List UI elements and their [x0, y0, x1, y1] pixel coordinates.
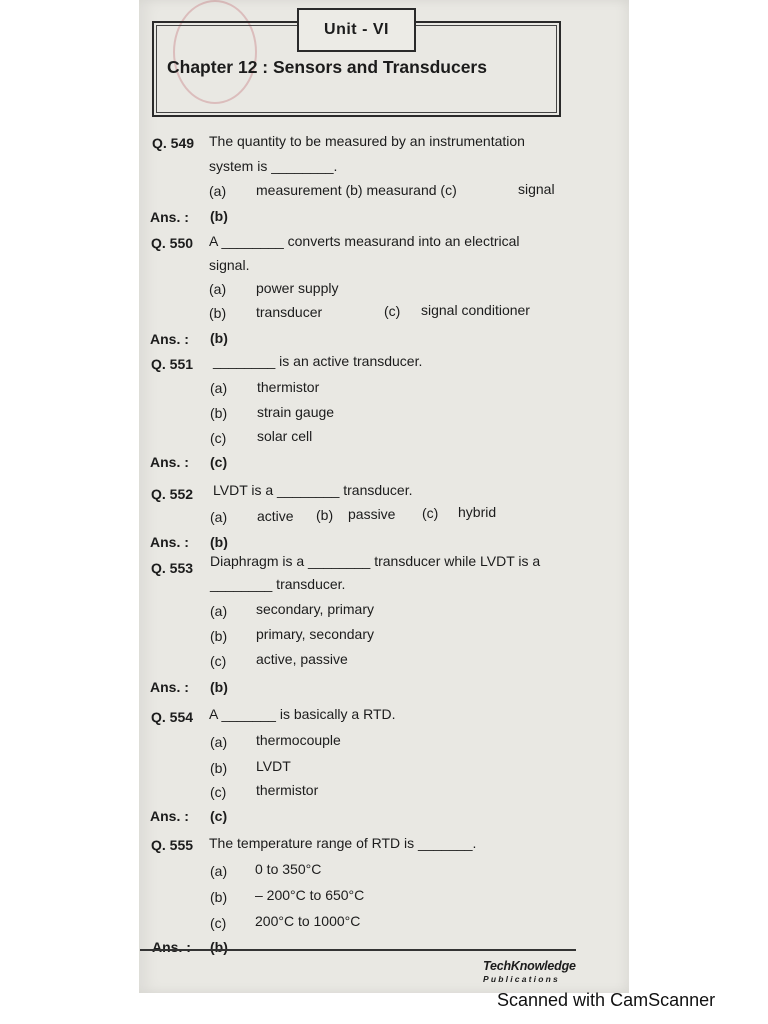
option-label: (a): [209, 183, 227, 199]
answer-value: (b): [210, 679, 228, 695]
question-number: Q. 551: [151, 356, 194, 372]
answer-value: (c): [210, 808, 228, 824]
unit-label: Unit - VI: [297, 8, 416, 52]
option-label: (b): [210, 628, 228, 644]
answer-value: (b): [210, 939, 228, 955]
answer-value: (b): [210, 330, 228, 346]
chapter-title: Chapter 12 : Sensors and Transducers: [167, 57, 487, 77]
question-text: Diaphragm is a ________ transducer while LVDT is a: [210, 553, 541, 569]
question-text: A ________ converts measurand into an electrical: [209, 233, 520, 249]
option-label: (c): [422, 505, 439, 521]
option-text: power supply: [256, 280, 339, 296]
option-label: (b): [210, 760, 228, 776]
footer-rule: [140, 949, 576, 951]
answer-label: Ans. :: [150, 679, 189, 695]
option-label: (a): [210, 863, 228, 879]
answer-label: Ans. :: [152, 939, 191, 955]
question-number: Q. 549: [152, 135, 195, 151]
option-label: (c): [384, 303, 401, 319]
question-text: The temperature range of RTD is _______.: [209, 835, 477, 851]
option-text: primary, secondary: [256, 626, 375, 642]
question-text: system is ________.: [209, 158, 338, 174]
option-text: – 200°C to 650°C: [255, 887, 365, 903]
answer-label: Ans. :: [150, 209, 189, 225]
option-text: strain gauge: [257, 404, 335, 420]
option-label: (c): [210, 915, 227, 931]
option-label: (a): [210, 603, 228, 619]
option-text: LVDT: [256, 758, 291, 774]
publisher-logo: TechKnowledge: [483, 959, 576, 973]
question-number: Q. 552: [151, 486, 194, 502]
question-text: signal.: [209, 257, 250, 273]
question-number: Q. 553: [151, 560, 194, 576]
option-text: signal conditioner: [421, 302, 530, 318]
option-label: (a): [210, 734, 228, 750]
publisher-sub: Publications: [483, 974, 560, 984]
answer-label: Ans. :: [150, 534, 189, 550]
question-text: A _______ is basically a RTD.: [209, 706, 396, 722]
answer-label: Ans. :: [150, 808, 189, 824]
option-text: solar cell: [257, 428, 313, 444]
option-label: (b): [210, 405, 228, 421]
answer-value: (c): [210, 454, 228, 470]
question-text: ________ transducer.: [210, 576, 346, 592]
option-inline: measurement (b) measurand (c): [256, 182, 457, 198]
answer-label: Ans. :: [150, 331, 189, 347]
option-label: (b): [209, 305, 227, 321]
question-text: The quantity to be measured by an instrumentation: [209, 133, 525, 149]
option-text: thermocouple: [256, 732, 341, 748]
question-number: Q. 555: [151, 837, 194, 853]
option-label: (c): [210, 653, 227, 669]
question-number: Q. 550: [151, 235, 194, 251]
option-text: passive: [348, 506, 396, 522]
option-label: (a): [210, 509, 228, 525]
question-text: ________ is an active transducer.: [213, 353, 423, 369]
option-text: active: [257, 508, 294, 524]
answer-value: (b): [210, 534, 228, 550]
option-label: (b): [316, 507, 334, 523]
option-text: 200°C to 1000°C: [255, 913, 361, 929]
answer-value: (b): [210, 208, 228, 224]
option-label: (a): [210, 380, 228, 396]
option-label: (c): [210, 430, 227, 446]
option-label: (a): [209, 281, 227, 297]
option-text: active, passive: [256, 651, 348, 667]
option-text: thermistor: [257, 379, 320, 395]
question-number: Q. 554: [151, 709, 194, 725]
option-text: hybrid: [458, 504, 497, 520]
question-text: LVDT is a ________ transducer.: [213, 482, 413, 498]
option-text: transducer: [256, 304, 323, 320]
option-text: thermistor: [256, 782, 319, 798]
option-label: (b): [210, 889, 228, 905]
option-text: 0 to 350°C: [255, 861, 322, 877]
scanner-watermark: Scanned with CamScanner: [497, 990, 716, 1010]
answer-label: Ans. :: [150, 454, 189, 470]
option-text: signal: [518, 181, 555, 197]
option-label: (c): [210, 784, 227, 800]
option-text: secondary, primary: [256, 601, 375, 617]
